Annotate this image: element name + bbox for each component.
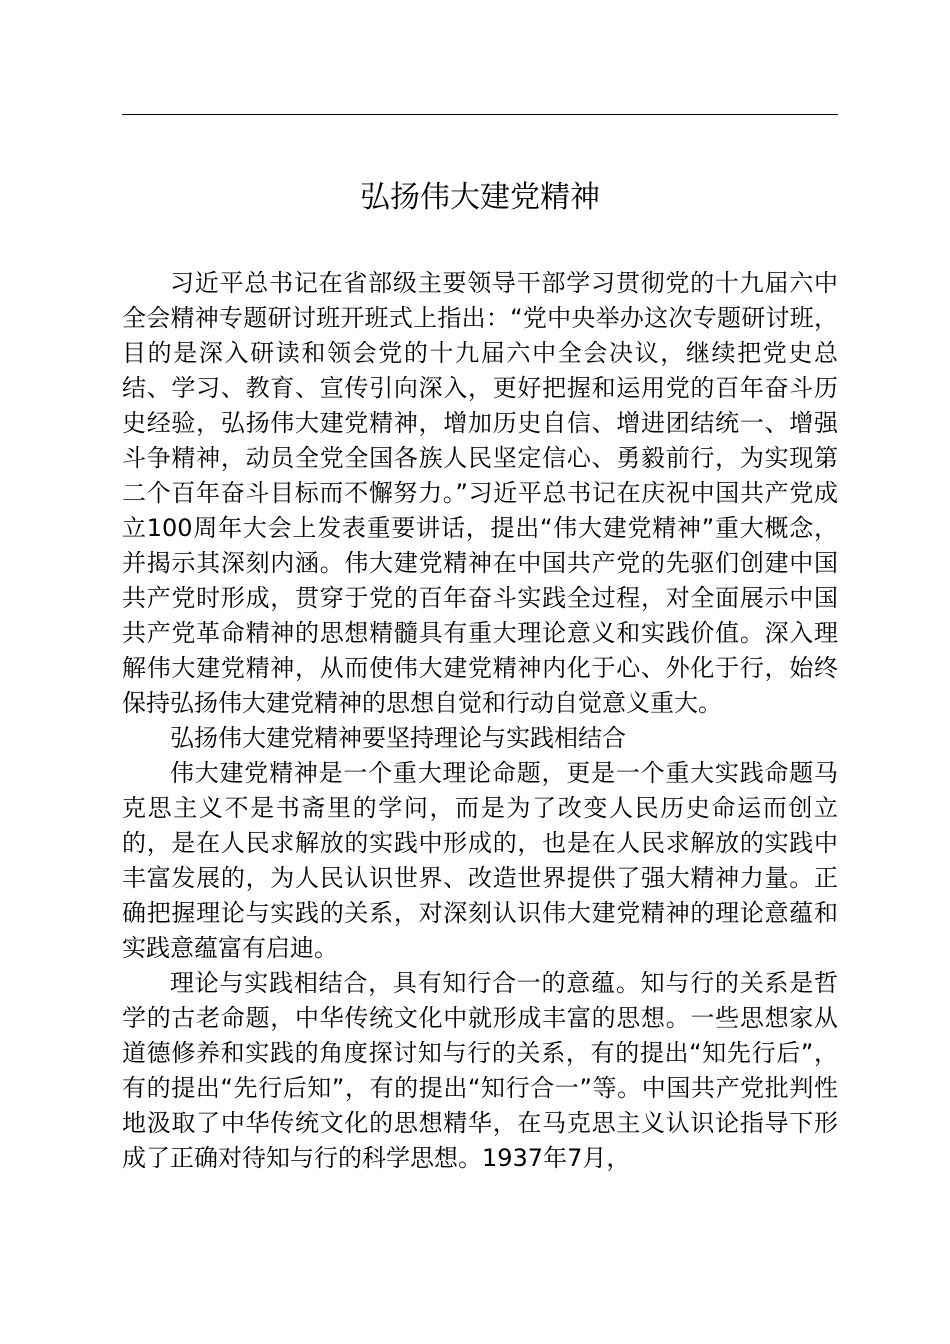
header-rule bbox=[122, 114, 838, 115]
document-body bbox=[122, 266, 838, 1176]
paragraph-knowledge-action: 理论与实践相结合，具有知行合一的意蕴。知与行的关系是哲学的古老命题，中华传统文化中就形成丰富的思想。一些思想家从道德修养和实践的角度探讨知与行的关系，有的提出“知先行后”，有的提出“先行后知”，有的提出“知行合一”等。中国共产党批判性地汲取了中华传统文化的思想精华，在马克思主义认识论指导下形成了正确对待知与行的科学思想。1937年7月， bbox=[122, 969, 838, 1172]
paragraph-intro: 习近平总书记在省部级主要领导干部学习贯彻党的十九届六中全会精神专题研讨班开班式上指出：“党中央举办这次专题研讨班，目的是深入研读和领会党的十九届六中全会决议，继续把党史总结、学习、教育、宣传引向深入，更好把握和运用党的百年奋斗历史经验，弘扬伟大建党精神，增加历史自信、增进团结统一、增强斗争精神，动员全党全国各族人民坚定信心、勇毅前行，为实现第二个百年奋斗目标而不懈努力。”习近平总书记在庆祝中国共产党成立100周年大会上发表重要讲话，提出“伟大建党精神”重大概念，并揭示其深刻内涵。伟大建党精神在中国共产党的先驱们创建中国共产党时形成，贯穿于党的百年奋斗实践全过程，对全面展示中国共产党革命精神的思想精髓具有重大理论意义和实践价值。深入理解伟大建党精神，从而使伟大建党精神内化于心、外化于行，始终保持弘扬伟大建党精神的思想自觉和行动自觉意义重大。 bbox=[122, 269, 838, 717]
section-heading: 弘扬伟大建党精神要坚持理论与实践相结合 bbox=[170, 724, 626, 752]
paragraph-theory-practice: 伟大建党精神是一个重大理论命题，更是一个重大实践命题马克思主义不是书斋里的学问，而是为了改变人民历史命运而创立的，是在人民求解放的实践中形成的，也是在人民求解放的实践中丰富发展的，为人民认识世界、改造世界提供了强大精神力量。正确把握理论与实践的关系，对深刻认识伟大建党精神的理论意蕴和实践意蕴富有启迪。 bbox=[122, 759, 838, 962]
document-title: 弘扬伟大建党精神 bbox=[360, 180, 600, 215]
